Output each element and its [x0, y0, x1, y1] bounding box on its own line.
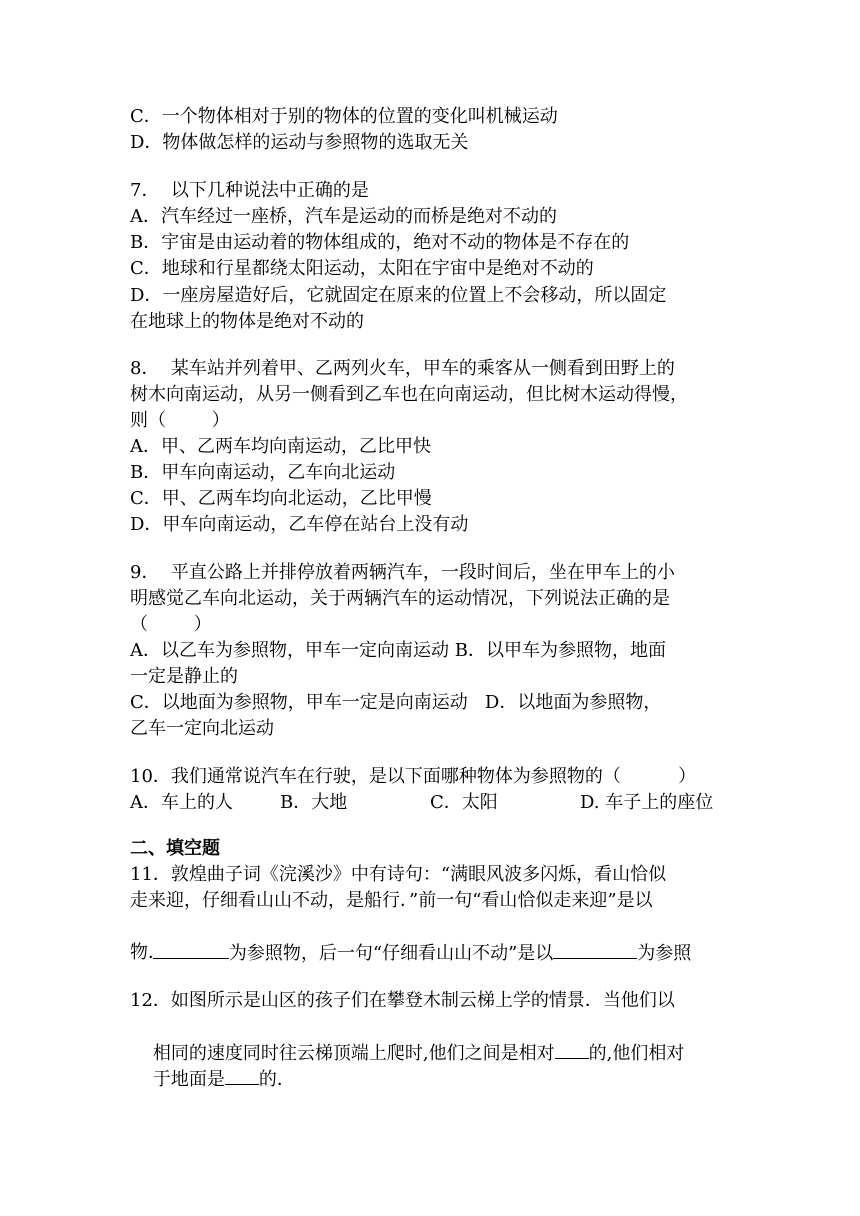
- q8-stem-line3: 则（ ）: [130, 410, 230, 431]
- q9-options-cd-line1: C．以地面为参照物，甲车一定是向南运动 D．以地面为参照物，: [130, 692, 662, 713]
- q9-options-ab-line1: A．以乙车为参照物，甲车一定向南运动 B．以甲车为参照物，地面: [130, 640, 666, 661]
- q11-line3: [130, 914, 691, 993]
- q9-stem-line1: 9． 平直公路上并排停放着两辆汽车，一段时间后，坐在甲车上的小: [130, 562, 675, 583]
- q7-option-d-line2: 在地球上的物体是绝对不动的: [130, 311, 364, 332]
- q12-line1: 12．如图所示是山区的孩子们在攀登木制云梯上学的情景．当他们以: [130, 990, 675, 1011]
- q12-line3-text-b: 的．: [258, 1069, 295, 1090]
- q8-stem-line1: 8． 某车站并列着甲、乙两列火车，甲车的乘客从一侧看到田野上的: [130, 358, 675, 379]
- q9-stem-line3: （ ）: [130, 614, 212, 635]
- q7-stem: 7． 以下几种说法中正确的是: [130, 180, 369, 201]
- q10-option-b: B．大地: [280, 792, 348, 813]
- q11-blank-2[interactable]: [553, 940, 637, 959]
- q12-blank-2[interactable]: [225, 1066, 259, 1085]
- q7-option-a: A．汽车经过一座桥，汽车是运动的而桥是绝对不动的: [130, 206, 557, 227]
- q8-option-a: A．甲、乙两车均向南运动，乙比甲快: [130, 436, 431, 457]
- q10-option-a: A．车上的人: [130, 792, 233, 813]
- q10-stem: 10．我们通常说汽车在行驶，是以下面哪种物体为参照物的（ ）: [130, 766, 697, 787]
- q8-option-b: B．甲车向南运动，乙车向北运动: [130, 462, 396, 483]
- q11-line3-text-b: 为参照: [637, 943, 692, 964]
- q10-option-d: D. 车子上的座位: [580, 792, 714, 813]
- q7-option-d-line1: D．一座房屋造好后，它就固定在原来的位置上不会移动，所以固定: [130, 285, 667, 306]
- q12-line3: [130, 1040, 295, 1119]
- q11-line4: 物．: [130, 942, 166, 963]
- q6-option-d: D．物体做怎样的运动与参照物的选取无关: [130, 132, 469, 153]
- q11-line3-text-a: 为参照物，后一句“仔细看山山不动”是以: [228, 943, 554, 964]
- q12-line3-text-a: 于地面是: [152, 1069, 225, 1090]
- q8-stem-line2: 树木向南运动，从另一侧看到乙车也在向南运动，但比树木运动得慢，: [130, 384, 688, 405]
- q7-option-b: B．宇宙是由运动着的物体组成的，绝对不动的物体是不存在的: [130, 232, 630, 253]
- q8-option-d: D．甲车向南运动，乙车停在站台上没有动: [130, 514, 469, 535]
- q10-option-c: C．太阳: [430, 792, 498, 813]
- q11-line1: 11．敦煌曲子词《浣溪沙》中有诗句：“满眼风波多闪烁，看山恰似: [130, 864, 667, 885]
- section-heading-fill-in: 二、填空题: [130, 838, 220, 859]
- q9-stem-line2: 明感觉乙车向北运动，关于两辆汽车的运动情况，下列说法正确的是: [130, 588, 670, 609]
- q12-line2-text-b: 的,他们相对: [588, 1043, 685, 1064]
- q12-blank-1[interactable]: [555, 1040, 589, 1059]
- q6-option-c: C．一个物体相对于别的物体的位置的变化叫机械运动: [130, 106, 558, 127]
- q12-line2-text-a: 相同的速度同时往云梯顶端上爬时,他们之间是相对: [152, 1043, 555, 1064]
- q11-line2: 走来迎，仔细看山山不动，是船行．”前一句“看山恰似走来迎”是以: [130, 890, 653, 911]
- q9-options-ab-line2: 一定是静止的: [130, 666, 238, 687]
- q9-options-cd-line2: 乙车一定向北运动: [130, 718, 274, 739]
- q7-option-c: C．地球和行星都绕太阳运动，太阳在宇宙中是绝对不动的: [130, 258, 594, 279]
- q8-option-c: C．甲、乙两车均向北运动，乙比甲慢: [130, 488, 432, 509]
